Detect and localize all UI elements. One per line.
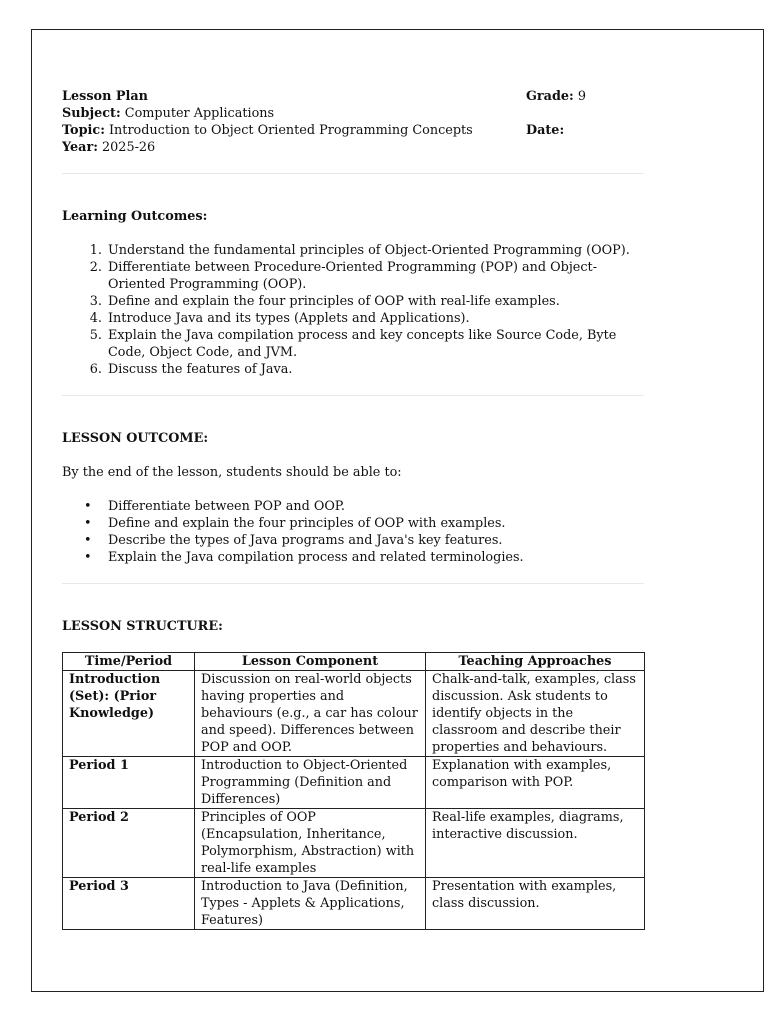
approach-cell: Chalk-and-talk, examples, class discussion. Ask students to identify objects in the classroom and describe their properties and behaviours. <box>426 671 645 757</box>
list-item <box>62 310 644 327</box>
approach-cell: Presentation with examples, class discussion. <box>426 878 645 930</box>
lesson-outcome-heading: LESSON OUTCOME: <box>62 431 209 446</box>
list-item <box>62 361 644 378</box>
table-header-row <box>63 653 645 671</box>
bullet-icon: • <box>84 516 92 531</box>
list-item <box>62 532 644 549</box>
date-label: Date: <box>526 123 565 138</box>
list-item-text: Describe the types of Java programs and Java's key features. <box>108 533 503 548</box>
topic-value: Introduction to Object Oriented Programming Concepts <box>109 123 473 138</box>
list-item-text: Differentiate between POP and OOP. <box>108 499 345 514</box>
grade-value: 9 <box>577 89 587 104</box>
grade-label: Grade: <box>526 89 574 104</box>
divider <box>62 173 644 174</box>
approach-cell: Real-life examples, diagrams, interactive discussion. <box>426 809 645 878</box>
lesson-plan-title: Lesson Plan <box>62 89 148 104</box>
list-number: 2. <box>89 260 102 275</box>
bullet-icon: • <box>84 499 92 514</box>
lesson-outcome-intro: By the end of the lesson, students should be able to: <box>62 465 402 480</box>
list-number: 4. <box>89 311 102 326</box>
period-cell: Period 1 <box>63 757 195 809</box>
lesson-header <box>62 88 644 156</box>
list-item <box>62 549 644 566</box>
approach-cell: Explanation with examples, comparison with POP. <box>426 757 645 809</box>
list-item <box>62 498 644 515</box>
document-content <box>62 58 644 930</box>
subject-value: Computer Applications <box>124 106 275 121</box>
table-row <box>63 878 645 930</box>
table-row <box>63 671 645 757</box>
table-row <box>63 757 645 809</box>
list-number: 6. <box>89 362 102 377</box>
component-cell: Principles of OOP (Encapsulation, Inheritance, Polymorphism, Abstraction) with real-life examples <box>195 809 426 878</box>
period-cell: Period 2 <box>63 809 195 878</box>
list-item-text: Understand the fundamental principles of Object-Oriented Programming (OOP). <box>108 243 630 258</box>
list-item-text: Introduce Java and its types (Applets and Applications). <box>108 311 470 326</box>
subject-label: Subject: <box>62 106 121 121</box>
list-number: 5. <box>89 328 102 343</box>
divider <box>62 583 644 584</box>
learning-outcomes-list <box>62 242 644 378</box>
divider <box>62 395 644 396</box>
component-cell: Discussion on real-world objects having properties and behaviours (e.g., a car has colour and speed). Differences between POP and OOP. <box>195 671 426 757</box>
lesson-outcome-list <box>62 498 644 566</box>
list-item-text: Discuss the features of Java. <box>108 362 293 377</box>
period-cell: Period 3 <box>63 878 195 930</box>
list-item <box>62 515 644 532</box>
bullet-icon: • <box>84 550 92 565</box>
list-number: 1. <box>89 243 102 258</box>
grade-field <box>526 88 586 105</box>
list-item-text: Define and explain the four principles of OOP with examples. <box>108 516 506 531</box>
date-field <box>526 122 564 139</box>
learning-outcomes-heading: Learning Outcomes: <box>62 209 208 224</box>
list-item-text: Differentiate between Procedure-Oriented Programming (POP) and Object-Oriented Programming (OOP). <box>108 260 598 292</box>
column-header-time: Time/Period <box>63 653 195 671</box>
list-number: 3. <box>89 294 102 309</box>
bullet-icon: • <box>84 533 92 548</box>
lesson-structure-table <box>62 652 645 930</box>
column-header-component: Lesson Component <box>195 653 426 671</box>
list-item <box>62 293 644 310</box>
list-item-text: Explain the Java compilation process and related terminologies. <box>108 550 524 565</box>
period-cell: Introduction (Set): (Prior Knowledge) <box>63 671 195 757</box>
lesson-structure-heading: LESSON STRUCTURE: <box>62 619 223 634</box>
component-cell: Introduction to Java (Definition, Types - Applets & Applications, Features) <box>195 878 426 930</box>
list-item <box>62 327 644 361</box>
component-cell: Introduction to Object-Oriented Programming (Definition and Differences) <box>195 757 426 809</box>
year-label: Year: <box>62 140 98 155</box>
list-item-text: Explain the Java compilation process and key concepts like Source Code, Byte Code, Object Code, and JVM. <box>108 328 617 360</box>
list-item <box>62 259 644 293</box>
list-item <box>62 242 644 259</box>
column-header-approaches: Teaching Approaches <box>426 653 645 671</box>
table-row <box>63 809 645 878</box>
year-value: 2025-26 <box>102 140 156 155</box>
topic-label: Topic: <box>62 123 105 138</box>
list-item-text: Define and explain the four principles of OOP with real-life examples. <box>108 294 560 309</box>
